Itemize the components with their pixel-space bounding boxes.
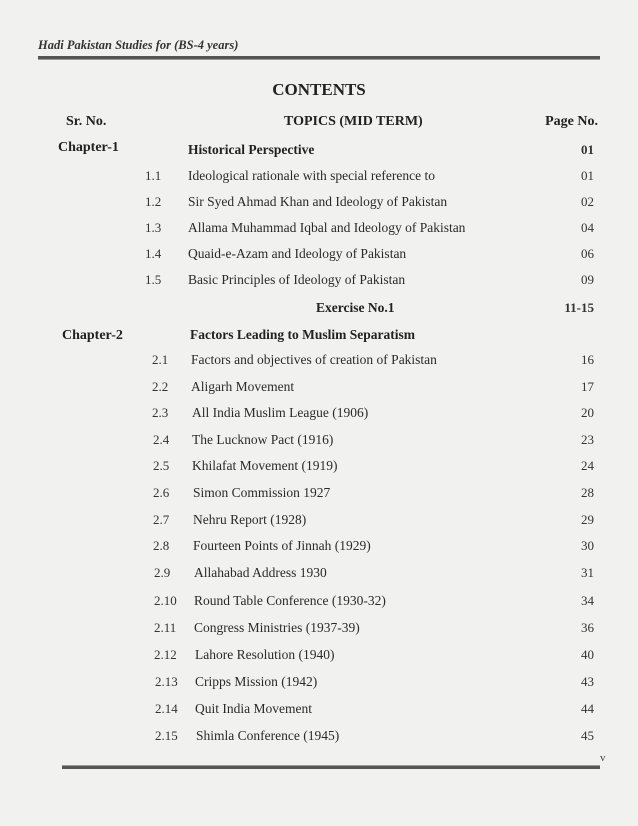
toc-row (0, 593, 638, 615)
item-title: Allama Muhammad Iqbal and Ideology of Pakistan (188, 220, 466, 235)
item-page: 24 (581, 458, 594, 473)
toc-row (0, 728, 638, 750)
toc-row (0, 674, 638, 696)
item-number: 1.3 (145, 220, 162, 235)
toc-row (0, 246, 638, 268)
item-title: The Lucknow Pact (1916) (192, 432, 334, 447)
item-number: 1.2 (145, 194, 162, 209)
item-number: 2.13 (155, 674, 178, 689)
chapter-heading: Factors Leading to Muslim Separatism (190, 327, 415, 342)
item-page: 40 (581, 647, 594, 662)
item-page: 23 (581, 432, 594, 447)
item-number: 2.15 (155, 728, 178, 743)
item-page: 36 (581, 620, 594, 635)
item-number: 2.1 (152, 352, 169, 367)
item-page: 06 (581, 246, 594, 261)
toc-row (0, 168, 638, 190)
toc-row (0, 405, 638, 427)
item-title: Ideological rationale with special reference to (188, 168, 436, 183)
item-number: 1.4 (145, 246, 162, 261)
item-title: Aligarh Movement (191, 379, 295, 394)
item-number: 2.6 (153, 485, 170, 500)
chapter-heading-page: 01 (581, 142, 594, 157)
item-title: Allahabad Address 1930 (194, 565, 327, 580)
toc-row (0, 194, 638, 216)
item-page: 30 (581, 538, 594, 553)
chapter-label: Chapter-2 (62, 328, 123, 343)
item-number: 2.14 (155, 701, 178, 716)
item-title: Shimla Conference (1945) (196, 728, 340, 743)
item-number: 1.5 (145, 272, 162, 287)
item-page: 17 (581, 379, 594, 394)
exercise-label: Exercise No.1 (316, 300, 395, 315)
item-title: Nehru Report (1928) (193, 512, 307, 527)
toc-row (0, 379, 638, 401)
item-page: 44 (581, 701, 594, 716)
item-number: 2.12 (154, 647, 177, 662)
page-number: v (600, 752, 606, 764)
toc-row (0, 647, 638, 669)
item-title: Cripps Mission (1942) (195, 674, 318, 689)
column-header-topics: TOPICS (MID TERM) (284, 114, 423, 129)
chapter-heading: Historical Perspective (188, 142, 315, 157)
item-title: Simon Commission 1927 (193, 485, 331, 500)
toc-row (0, 620, 638, 642)
running-header: Hadi Pakistan Studies for (BS-4 years) (38, 38, 239, 52)
item-page: 02 (581, 194, 594, 209)
item-number: 2.8 (153, 538, 170, 553)
page-title: CONTENTS (272, 80, 366, 99)
item-page: 28 (581, 485, 594, 500)
item-page: 16 (581, 352, 594, 367)
item-page: 01 (581, 168, 594, 183)
item-number: 1.1 (145, 168, 162, 183)
item-title: Congress Ministries (1937-39) (194, 620, 360, 635)
item-page: 09 (581, 272, 594, 287)
item-number: 2.2 (152, 379, 169, 394)
toc-row (0, 538, 638, 560)
toc-row (0, 512, 638, 534)
toc-row (0, 352, 638, 374)
item-title: Round Table Conference (1930-32) (194, 593, 386, 608)
item-number: 2.7 (153, 512, 170, 527)
toc-row (0, 272, 638, 294)
item-title: Sir Syed Ahmad Khan and Ideology of Pakistan (188, 194, 448, 209)
item-title: Quit India Movement (195, 701, 312, 716)
item-page: 43 (581, 674, 594, 689)
toc-row (0, 565, 638, 587)
item-number: 2.10 (154, 593, 177, 608)
footer-rule (62, 765, 600, 769)
item-number: 2.5 (153, 458, 170, 473)
toc-row (0, 701, 638, 723)
item-number: 2.3 (152, 405, 169, 420)
item-page: 34 (581, 593, 594, 608)
item-title: Quaid-e-Azam and Ideology of Pakistan (188, 246, 407, 261)
item-title: Lahore Resolution (1940) (195, 647, 335, 662)
column-header-sr: Sr. No. (66, 114, 107, 129)
item-title: All India Muslim League (1906) (192, 405, 369, 420)
item-title: Basic Principles of Ideology of Pakistan (188, 272, 406, 287)
item-number: 2.11 (154, 620, 177, 635)
item-title: Fourteen Points of Jinnah (1929) (193, 538, 371, 553)
item-page: 29 (581, 512, 594, 527)
toc-row (0, 220, 638, 242)
item-title: Factors and objectives of creation of Pakistan (191, 352, 437, 367)
item-page: 31 (581, 565, 594, 580)
item-page: 04 (581, 220, 594, 235)
toc-row (0, 485, 638, 507)
item-number: 2.9 (154, 565, 171, 580)
item-number: 2.4 (153, 432, 170, 447)
item-page: 20 (581, 405, 594, 420)
item-page: 45 (581, 728, 594, 743)
item-title: Khilafat Movement (1919) (192, 458, 338, 473)
column-header-page: Page No. (545, 114, 598, 129)
toc-row (0, 458, 638, 480)
exercise-page: 11-15 (564, 300, 594, 315)
chapter-label: Chapter-1 (58, 140, 119, 155)
toc-row (0, 432, 638, 454)
header-rule (38, 56, 600, 60)
